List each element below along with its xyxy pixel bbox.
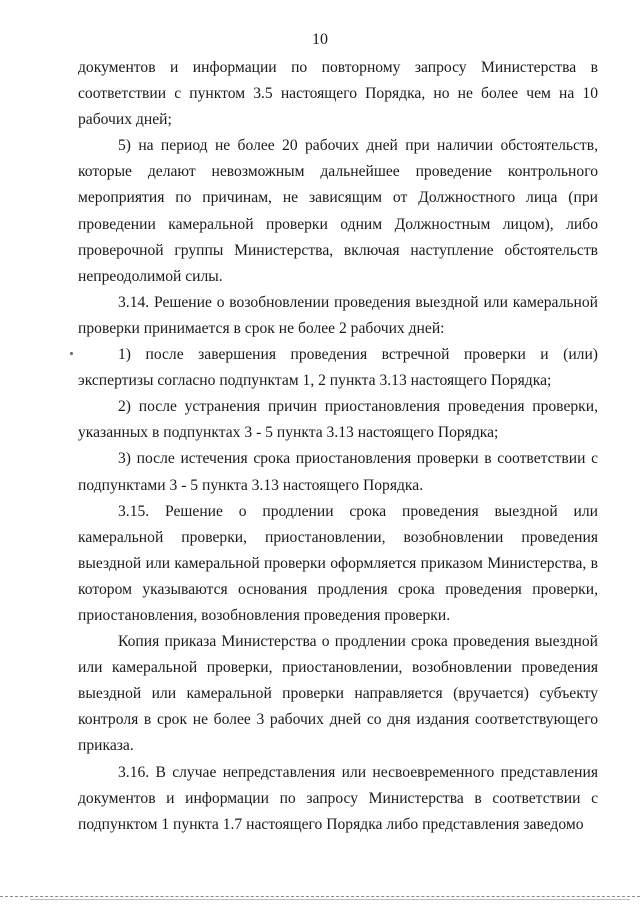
paragraph-3-14: 3.14. Решение о возобновлении проведения выездной или камеральной проверки принимается в срок не более 2 рабочих дней: [78,293,598,337]
paragraph-3-14-item-2: 2) после устранения причин приостановления проведения проверки, указанных в подпунктах 3 - 5 пункта 3.13 настоящего Порядка; [78,398,598,442]
paragraph-item-5: 5) на период не более 20 рабочих дней при наличии обстоятельств, которые делают невозможным дальнейшее проведение контрольного мероприятия по причинам, не зависящим от Должностного лица (при проведении камеральной проверки одним Должностным лицом), либо проверочной группы Министерства, включая наступление обстоятельств непреодолимой силы. [78,137,598,285]
document-body [78,55,598,838]
paragraph-order-copy: Копия приказа Министерства о продлении срока проведения выездной или камеральной проверки, приостановлении, возобновлении проведения выездной или камеральной проверки направляется (вручается) субъекту контроля в срок не более 3 рабочих дней со дня издания соответствующего приказа. [78,633,598,755]
scan-edge-line-secondary [30,899,630,900]
scan-edge-line [0,896,640,897]
paragraph-3-16: 3.16. В случае непредставления или несвоевременного представления документов и информации по запросу Министерства в соответствии с подпунктом 1 пункта 1.7 настоящего Порядка либо представления заведомо [78,763,598,833]
page-number: 10 [312,31,328,48]
paragraph-3-15: 3.15. Решение о продлении срока проведения выездной или камеральной проверки, приостановлении, возобновлении проведения выездной или камеральной проверки оформляется приказом Министерства, в котором указываются основания продления срока проведения проверки, приостановления, возобновления проведения проверки. [78,502,598,624]
paragraph-3-14-item-1: 1) после завершения проведения встречной проверки и (или) экспертизы согласно подпунктам 1, 2 пункта 3.13 настоящего Порядка; [78,346,598,390]
scan-speck [70,352,73,355]
paragraph-3-14-item-3: 3) после истечения срока приостановления проверки в соответствии с подпунктами 3 - 5 пункта 3.13 настоящего Порядка. [78,450,598,494]
paragraph-continuation: документов и информации по повторному запросу Министерства в соответствии с пунктом 3.5 настоящего Порядка, но не более чем на 10 рабочих дней; [78,59,598,129]
